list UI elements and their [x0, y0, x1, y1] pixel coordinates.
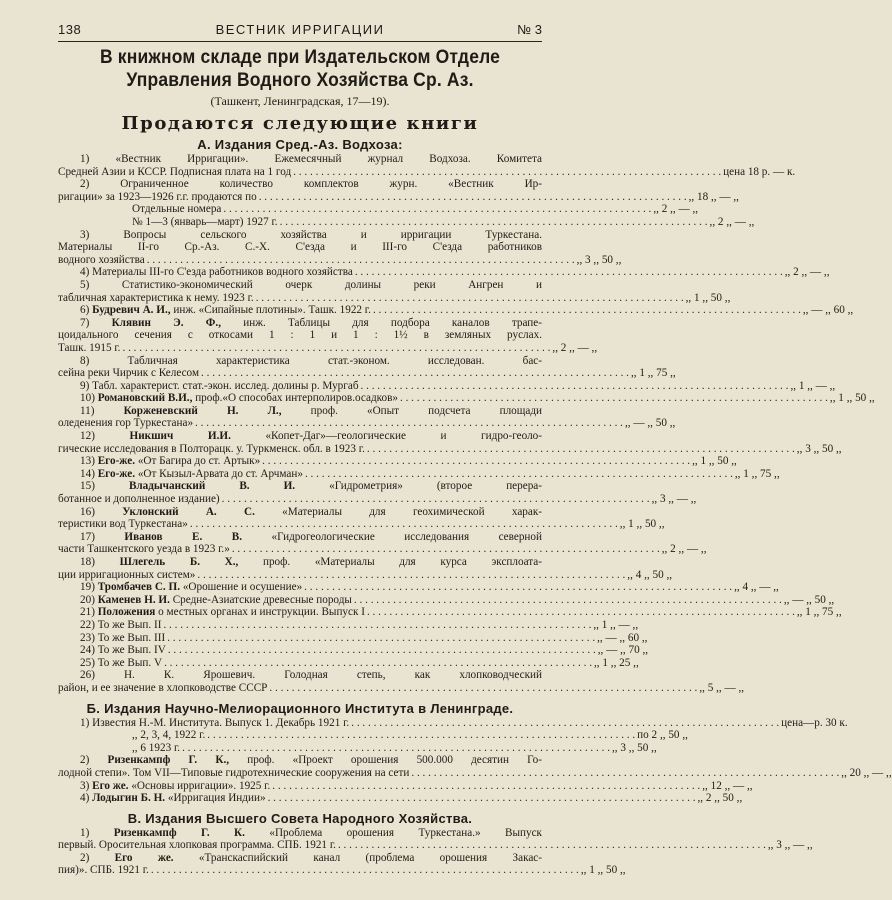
item-text: 2) Ризенкампф Г. К., проф. «Проект орошения 500.000 десятин Го-	[80, 754, 542, 767]
author-name: Шлегель Б. Х.,	[119, 556, 239, 568]
dot-leader	[167, 632, 595, 645]
item-price: ,, 3 ,, — ,,	[651, 493, 697, 506]
journal-title: ВЕСТНИК ИРРИГАЦИИ	[215, 22, 385, 37]
author-name: Будревич А. И.,	[92, 304, 171, 317]
list-item-line	[58, 279, 542, 292]
dot-leader	[268, 792, 696, 805]
item-text: Материалы II-го Ср.-Аз. С.-Х. С'езда и III-го С'езда работников	[58, 241, 542, 254]
item-price: ,, 5 ,, — ,,	[699, 681, 745, 694]
author-name: Каменев Н. И.	[97, 593, 170, 606]
list-item-line	[58, 827, 542, 840]
list-item-line	[58, 215, 755, 229]
item-price: цена 18 р. — к.	[723, 165, 796, 178]
list-item-line	[58, 379, 836, 393]
item-text: 22) То же Вып. II	[80, 618, 162, 631]
list-item-line	[58, 241, 542, 254]
item-price: ,, 2 ,, — ,,	[661, 543, 707, 556]
list-item-line	[58, 291, 731, 305]
list-item-line	[58, 766, 892, 780]
item-text: 25) То же Вып. V	[80, 656, 163, 669]
author-name: Романовский В.И.,	[97, 392, 193, 405]
dot-leader	[351, 717, 779, 730]
issue-number: № 3	[517, 22, 542, 37]
item-text: 8) Табличная характеристика стат.-эконом. исследован. бас-	[80, 354, 542, 367]
item-text: пия)». СПБ. 1921 г.	[58, 864, 149, 877]
dot-leader	[305, 468, 733, 481]
author-name: Никшич И.И.	[129, 430, 231, 443]
book-list	[58, 826, 813, 877]
dot-leader	[338, 839, 766, 852]
item-price: ,, 2 ,, — ,,	[784, 266, 830, 279]
dot-leader	[232, 543, 660, 556]
author-name: Его-же.	[97, 455, 136, 468]
list-item-line	[58, 467, 780, 481]
item-text: лодной степи». Том VII—Типовые гидротехнические сооружения на сети	[58, 766, 410, 779]
item-price: ,, — ,, 50 ,,	[624, 417, 676, 430]
item-price: цена—р. 30 к.	[781, 716, 848, 729]
dot-leader	[222, 493, 650, 506]
list-item-line	[58, 266, 830, 279]
item-text: ботанное и дополненное издание)	[58, 493, 220, 506]
item-text: 24) То же Вып. IV	[80, 644, 166, 657]
list-item-line	[58, 568, 673, 582]
dot-leader	[304, 581, 732, 594]
item-text: 1) «Вестник Ирригации». Ежемесячный журнал Водхоза. Комитета	[80, 153, 542, 165]
item-price: ,, 12 ,, — ,,	[702, 779, 753, 792]
section-title: В. Издания Высшего Совета Народного Хозяйства.	[127, 810, 473, 826]
item-text: 21) Положения о местных органах и инструкции. Выпуск I	[80, 606, 365, 619]
notice-title	[77, 46, 522, 92]
dot-leader	[207, 729, 635, 742]
list-item-line	[58, 229, 542, 242]
list-item-line	[58, 253, 622, 267]
main-heading: Продаются следующие книги	[121, 113, 479, 134]
list-item-line	[58, 779, 753, 793]
item-price: ,, 4 ,, 50 ,,	[627, 568, 673, 581]
item-price: ,, 1 ,, 75 ,,	[734, 467, 780, 480]
item-text: сейна реки Чирчик с Келесом	[58, 367, 200, 380]
author-name: Его же.	[114, 851, 174, 864]
list-item-line	[58, 480, 542, 493]
item-text: 9) Табл. характерист. стат.-экон. исслед. долины р. Мургаб	[80, 379, 359, 392]
item-text: гические исследования в Полторацк. у. Туркменск. обл. в 1923 г.	[58, 442, 365, 455]
list-item-line	[58, 178, 542, 191]
dot-leader	[280, 216, 708, 229]
item-text: водного хозяйства	[58, 253, 145, 266]
item-price: ,, 18 ,, — ,,	[688, 190, 739, 203]
list-item-line	[58, 644, 649, 657]
author-name: Ризенкампф Г. К.,	[107, 754, 230, 767]
header-rule	[58, 41, 542, 42]
address: (Ташкент, Ленинградская, 17—19).	[210, 94, 390, 108]
item-price: ,, 1 ,, 50 ,,	[580, 864, 626, 877]
item-price: ,, 3 ,, — ,,	[767, 839, 813, 852]
dot-leader	[355, 266, 783, 279]
list-item-line	[58, 792, 743, 805]
section-title: Б. Издания Научно-Мелиорационного Института в Ленинграде.	[86, 700, 514, 716]
item-text: 5) Статистико-экономический очерк долины реки Ангрен и	[80, 278, 542, 291]
item-text: 26) Н. К. Ярошевич. Голодная степь, как хлопководческий	[80, 669, 542, 682]
author-name: Положения	[97, 606, 156, 619]
item-price: ,, 20 ,, — ,,	[841, 766, 892, 779]
section-gap	[58, 695, 542, 699]
section-gap	[58, 805, 542, 809]
item-price: ,, 2 ,, — ,,	[653, 203, 699, 216]
item-text: 1) Ризенкампф Г. К. «Проблема орошения Туркестана.» Выпуск	[80, 826, 542, 839]
item-price: ,, 2 ,, — ,,	[552, 341, 598, 354]
list-item-line	[58, 852, 542, 865]
list-item-line	[58, 531, 542, 544]
list-item-line	[58, 741, 657, 755]
dot-leader	[122, 342, 550, 355]
dot-leader	[223, 203, 651, 216]
item-text: 13) Его-же. «От Багира до ст. Артык»	[80, 455, 261, 468]
item-text: оледенения гор Туркестана»	[58, 417, 194, 430]
item-text: 1) Известия Н.-М. Института. Выпуск 1. Декабрь 1921 г.	[80, 716, 350, 729]
list-item-line	[58, 618, 639, 632]
list-item-line	[58, 506, 542, 519]
section-gap	[58, 877, 542, 881]
list-item-line	[58, 317, 542, 330]
item-price: ,, 1 ,, 50 ,,	[829, 392, 875, 405]
author-name: Корженевский Н. Л.,	[123, 404, 282, 417]
item-text: ,, 6 1923 г.	[132, 741, 181, 754]
dot-leader	[195, 417, 623, 430]
item-text: 6) Будревич А. И., инж. «Сипайные плотины». Ташк. 1922 г.	[80, 304, 371, 317]
notice-title-line-2: Управления Водного Хозяйства Ср. Аз.	[126, 70, 474, 91]
item-price: ,, 3 ,, 50 ,,	[612, 741, 657, 754]
item-price: ,, 1 ,, 50 ,,	[619, 518, 665, 531]
dot-leader	[182, 742, 610, 755]
item-price: ,, 3 ,, 50 ,,	[576, 253, 622, 266]
item-price: ,, 1 ,, 75 ,,	[796, 606, 842, 619]
item-price: ,, — ,, 60 ,,	[802, 304, 854, 317]
item-price: ,, — ,, 60 ,,	[597, 631, 648, 644]
item-text: 2) Его же. «Транскаспийский канал (проблема орошения Закас-	[80, 851, 542, 864]
item-text: № 1—3 (январь—март) 1927 г.	[132, 215, 278, 228]
dot-leader	[367, 443, 795, 456]
dot-leader	[197, 569, 625, 582]
list-item-line	[58, 442, 842, 456]
dot-leader	[373, 304, 801, 317]
author-name: Ризенкампф Г. К.	[113, 826, 245, 839]
dot-leader	[293, 166, 721, 179]
item-text: 4) Материалы III-го С'езда работников водного хозяйства	[80, 266, 353, 279]
list-item-line	[58, 593, 835, 607]
list-item-line	[58, 341, 598, 355]
item-text: 4) Лодыгин Б. Н. «Ирригация Индии»	[80, 792, 266, 805]
item-text: части Ташкентского уезда в 1923 г.»	[58, 543, 230, 556]
item-text: 3) Его же. «Основы ирригации». 1925 г.	[80, 779, 271, 792]
list-item-line	[58, 839, 813, 852]
item-price: ,, 1 ,, — ,,	[790, 379, 836, 392]
author-name: Лодыгин Б. Н.	[92, 792, 166, 805]
item-price: ,, — ,, 50 ,,	[783, 593, 835, 606]
item-price: ,, 1 ,, 25 ,,	[594, 656, 639, 669]
item-text: 16) Уклонский А. С. «Материалы для геохимической харак-	[80, 505, 543, 518]
dot-leader	[147, 254, 575, 267]
list-item-line	[58, 543, 707, 556]
item-text: ции ирригационных систем»	[58, 568, 196, 581]
item-text: Ташк. 1915 г.	[58, 341, 121, 354]
item-price: ,, 1 ,, 50 ,,	[685, 291, 731, 304]
catalog	[58, 137, 892, 881]
dot-leader	[269, 682, 697, 695]
item-price: ,, 1 ,, 75 ,,	[630, 367, 676, 380]
item-price: ,, 1 ,, — ,,	[593, 618, 639, 631]
item-text: 15) Владычанский В. И. «Гидрометрия» (второе перера-	[80, 480, 542, 493]
list-item-line	[58, 716, 848, 730]
list-item-line	[58, 455, 737, 468]
list-item-line	[58, 329, 542, 342]
item-text: 20) Каменев Н. И. Средне-Азиатские древесные породы	[80, 593, 352, 606]
dot-leader	[354, 594, 782, 607]
dot-leader	[163, 619, 591, 632]
section-title: А. Издания Сред.-Аз. Водхоза:	[197, 137, 403, 152]
dot-leader	[168, 644, 596, 657]
item-text: район, и ее значение в хлопководстве СССР	[58, 681, 268, 694]
item-text: 14) Его-же. «От Кызыл-Арвата до ст. Арчман»	[80, 467, 303, 480]
item-text: 18) Шлегель Б. Х., проф. «Материалы для курса эксплоата-	[80, 556, 542, 568]
list-item-line	[58, 754, 542, 767]
dot-leader	[400, 392, 828, 405]
author-name: Его же.	[92, 779, 129, 792]
dot-leader	[361, 380, 789, 393]
list-item-line	[58, 355, 542, 368]
item-price: ,, 4 ,, — ,,	[734, 581, 779, 594]
dot-leader	[259, 191, 687, 204]
book-list	[58, 153, 875, 695]
list-item-line	[58, 405, 542, 418]
list-item-line	[58, 581, 779, 594]
list-item-line	[58, 729, 688, 742]
dot-leader	[256, 292, 684, 305]
item-text: 12) Никшич И.И. «Копет-Даг»—геологические и гидро-геоло-	[80, 430, 542, 443]
item-price: ,, 2 ,, — ,,	[709, 215, 755, 228]
dot-leader	[190, 518, 618, 531]
item-text: теристики вод Туркестана»	[58, 518, 188, 531]
running-header	[58, 18, 542, 46]
author-name: Клявин Э. Ф.,	[111, 316, 221, 329]
item-text: Отдельные номера	[132, 203, 222, 216]
notice-title-line-1: В книжном складе при Издательском Отделе	[99, 47, 501, 68]
page-number: 138	[58, 22, 82, 37]
item-price: ,, — ,, 70 ,,	[597, 644, 649, 657]
list-item-line	[58, 681, 745, 695]
list-item-line	[58, 190, 739, 204]
author-name: Уклонский А. С.	[122, 505, 255, 518]
dot-leader	[272, 780, 700, 793]
list-item-line	[58, 669, 542, 682]
list-item-line	[58, 367, 676, 380]
dot-leader	[411, 767, 839, 780]
dot-leader	[367, 606, 795, 619]
item-text: 10) Романовский В.И., проф.«О способах интерполиров.осадков»	[80, 392, 398, 405]
item-text: 2) Ограниченное количество комплектов журн. «Вестник Ир-	[80, 178, 542, 191]
list-item-line	[58, 430, 542, 443]
item-text: ,, 2, 3, 4, 1922 г.	[132, 729, 206, 742]
list-item-line	[58, 864, 626, 877]
item-price: по 2 ,, 50 ,,	[637, 729, 688, 742]
item-text: цоидального сечения с откосами 1 : 1 и 1 : 1½ в земляных руслах.	[58, 329, 542, 342]
dot-leader	[164, 657, 592, 670]
book-list	[58, 716, 892, 805]
author-name: Его-же.	[97, 467, 136, 480]
list-item-line	[58, 203, 699, 216]
dot-leader	[262, 455, 690, 468]
item-text: 19) Тромбачев С. П. «Орошение и осушение»	[80, 581, 303, 594]
item-text: 3) Вопросы сельского хозяйства и ирригации Туркестана.	[80, 228, 542, 241]
list-item-line	[58, 518, 665, 531]
item-text: первый. Оросительная хлопковая программа. СПБ. 1921 г.	[58, 839, 336, 852]
item-text: 7) Клявин Э. Ф., инж. Таблицы для подбора каналов трапе-	[80, 316, 542, 329]
list-item-line	[58, 631, 648, 645]
dot-leader	[151, 864, 579, 877]
list-item-line	[58, 556, 542, 569]
item-price: ,, 2 ,, 50 ,,	[697, 792, 743, 805]
item-text: 23) То же Вып. III	[80, 631, 166, 644]
list-item-line	[58, 656, 639, 670]
list-item-line	[58, 153, 542, 166]
item-text: 11) Корженевский Н. Л., проф. «Опыт подсчета площади	[80, 404, 543, 417]
list-item-line	[58, 304, 854, 317]
item-text: 17) Иванов Е. В. «Гидрогеологические исследования северной	[80, 530, 542, 543]
list-item-line	[58, 417, 676, 430]
item-price: ,, 3 ,, 50 ,,	[796, 442, 842, 455]
list-item-line	[58, 493, 697, 506]
item-text: ригации» за 1923—1926 г.г. продаются по	[58, 190, 257, 203]
author-name: Тромбачев С. П.	[97, 581, 181, 594]
list-item-line	[58, 606, 842, 619]
item-price: ,, 1 ,, 50 ,,	[692, 455, 737, 468]
item-text: Средней Азии и КССР. Подписная плата на 1 год	[58, 165, 292, 178]
dot-leader	[201, 367, 629, 380]
list-item-line	[58, 392, 875, 405]
list-item-line	[58, 165, 796, 179]
author-name: Иванов Е. В.	[124, 530, 242, 543]
item-text: табличная характеристика к нему. 1923 г.	[58, 291, 254, 304]
author-name: Владычанский В. И.	[128, 480, 296, 493]
